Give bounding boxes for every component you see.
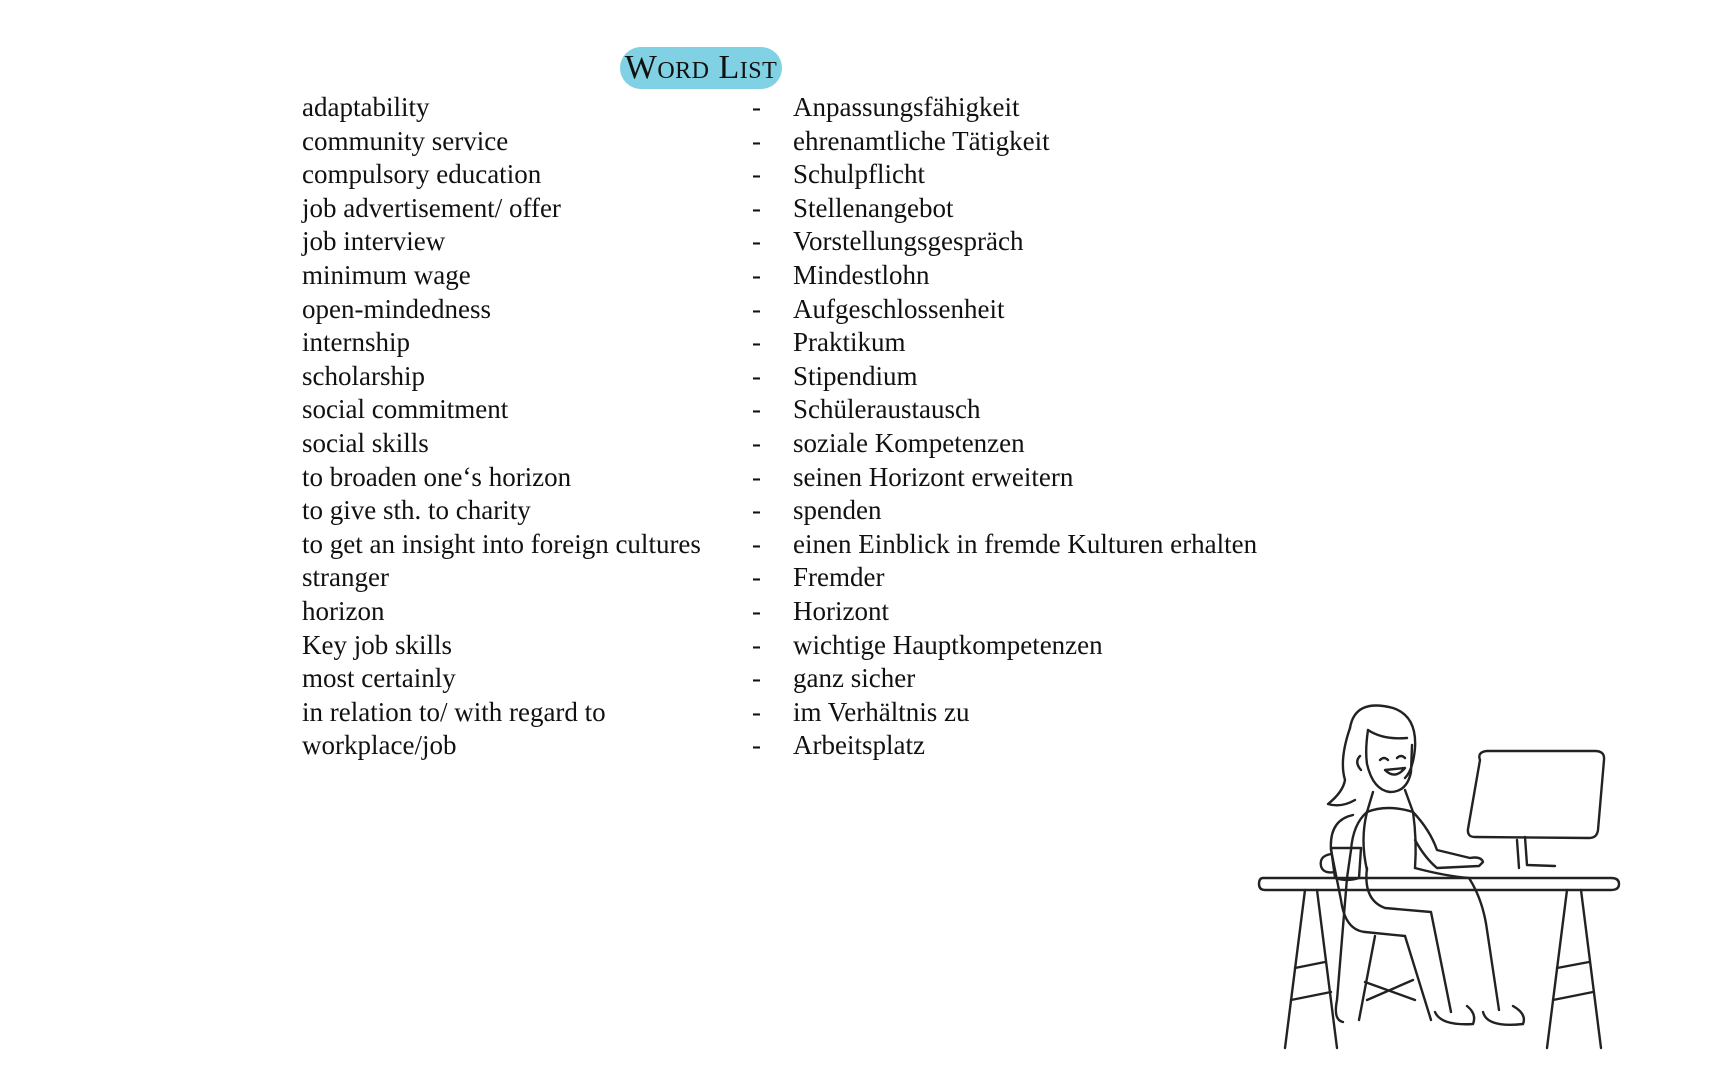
english-term: job advertisement/ offer	[302, 192, 561, 223]
separator-dash: -	[752, 562, 761, 593]
german-translation: wichtige Hauptkompetenzen	[793, 629, 1103, 660]
german-translation: ehrenamtliche Tätigkeit	[793, 125, 1050, 156]
english-term: stranger	[302, 562, 389, 593]
german-translation: Vorstellungsgespräch	[793, 226, 1024, 257]
german-translation: seinen Horizont erweitern	[793, 461, 1074, 492]
english-term: open-mindedness	[302, 293, 491, 324]
german-translation: einen Einblick in fremde Kulturen erhalten	[793, 528, 1258, 559]
german-translation: Arbeitsplatz	[793, 730, 925, 761]
english-term: most certainly	[302, 663, 456, 694]
word-entry	[302, 629, 1302, 663]
word-entry	[302, 662, 1302, 696]
german-translation: Schüleraustausch	[793, 394, 981, 425]
separator-dash: -	[752, 394, 761, 425]
word-entry	[302, 461, 1302, 495]
separator-dash: -	[752, 192, 761, 223]
mug-icon	[1321, 848, 1361, 880]
person-at-computer-illustration-icon	[1255, 700, 1665, 1050]
german-translation: soziale Kompetenzen	[793, 427, 1025, 458]
monitor-icon	[1468, 751, 1604, 868]
english-term: compulsory education	[302, 159, 542, 190]
word-entry	[302, 729, 1302, 763]
separator-dash: -	[752, 92, 761, 122]
german-translation: im Verhältnis zu	[793, 696, 970, 727]
english-term: in relation to/ with regard to	[302, 696, 606, 727]
separator-dash: -	[752, 696, 761, 727]
separator-dash: -	[752, 461, 761, 492]
separator-dash: -	[752, 528, 761, 559]
english-term: adaptability	[302, 92, 430, 122]
separator-dash: -	[752, 327, 761, 358]
english-term: community service	[302, 125, 509, 156]
word-entry	[302, 494, 1302, 528]
english-term: to give sth. to charity	[302, 495, 531, 526]
english-term: to get an insight into foreign cultures	[302, 528, 701, 559]
german-translation: ganz sicher	[793, 663, 916, 694]
separator-dash: -	[752, 495, 761, 526]
german-translation: spenden	[793, 495, 882, 526]
separator-dash: -	[752, 629, 761, 660]
separator-dash: -	[752, 159, 761, 190]
word-entry	[302, 259, 1302, 293]
english-term: minimum wage	[302, 259, 471, 290]
english-term: horizon	[302, 595, 385, 626]
word-list-title: Word List	[620, 47, 782, 89]
desk-icon	[1259, 878, 1619, 1048]
word-entry	[302, 427, 1302, 461]
word-entry	[302, 225, 1302, 259]
separator-dash: -	[752, 293, 761, 324]
german-translation: Anpassungsfähigkeit	[793, 92, 1020, 122]
word-entry	[302, 696, 1302, 730]
person-body	[1336, 790, 1483, 1022]
word-entry	[302, 158, 1302, 192]
person-legs	[1366, 868, 1524, 1025]
german-translation: Praktikum	[793, 327, 906, 358]
person-head	[1328, 706, 1415, 806]
separator-dash: -	[752, 427, 761, 458]
english-term: workplace/job	[302, 730, 457, 761]
word-entry	[302, 192, 1302, 226]
separator-dash: -	[752, 360, 761, 391]
word-entry	[302, 125, 1302, 159]
word-entry	[302, 360, 1302, 394]
english-term: social commitment	[302, 394, 509, 425]
english-term: internship	[302, 327, 410, 358]
word-entry	[302, 326, 1302, 360]
english-term: to broaden one‘s horizon	[302, 461, 572, 492]
english-term: scholarship	[302, 360, 425, 391]
german-translation: Aufgeschlossenheit	[793, 293, 1005, 324]
separator-dash: -	[752, 663, 761, 694]
separator-dash: -	[752, 125, 761, 156]
word-entry	[302, 595, 1302, 629]
word-entry	[302, 91, 1302, 125]
word-list	[302, 91, 1302, 763]
german-translation: Stipendium	[793, 360, 918, 391]
separator-dash: -	[752, 259, 761, 290]
german-translation: Mindestlohn	[793, 259, 930, 290]
german-translation: Horizont	[793, 595, 889, 626]
word-entry	[302, 393, 1302, 427]
german-translation: Schulpflicht	[793, 159, 925, 190]
german-translation: Stellenangebot	[793, 192, 954, 223]
word-entry	[302, 293, 1302, 327]
word-entry	[302, 561, 1302, 595]
separator-dash: -	[752, 595, 761, 626]
german-translation: Fremder	[793, 562, 885, 593]
english-term: Key job skills	[302, 629, 453, 660]
word-entry	[302, 528, 1302, 562]
english-term: job interview	[302, 226, 446, 257]
separator-dash: -	[752, 226, 761, 257]
english-term: social skills	[302, 427, 429, 458]
separator-dash: -	[752, 730, 761, 761]
